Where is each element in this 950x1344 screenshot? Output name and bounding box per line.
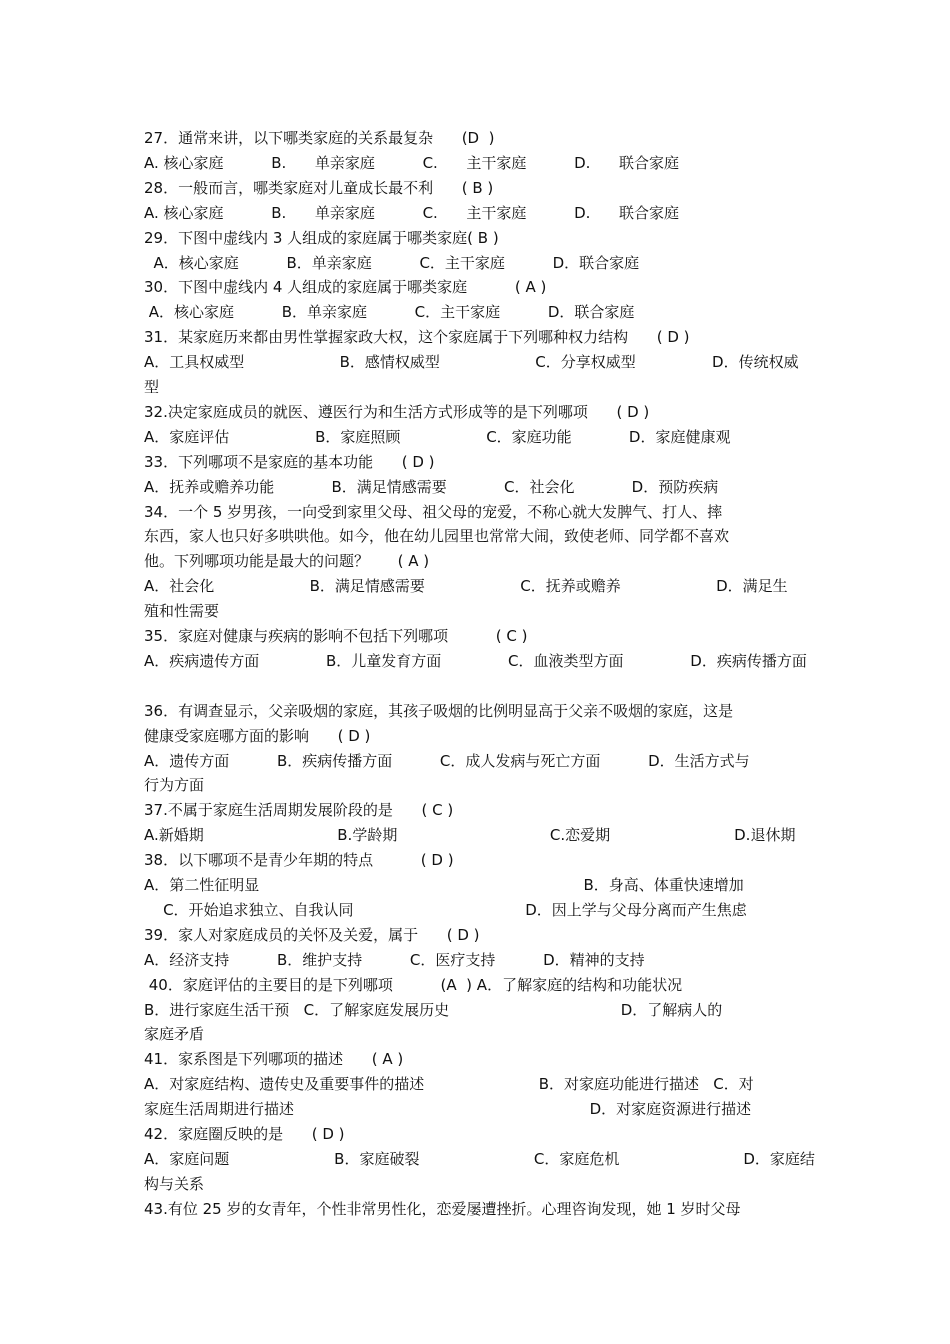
text-line: 构与关系 bbox=[144, 1175, 205, 1193]
text-line: A. 核心家庭 B. 单亲家庭 C. 主干家庭 D. 联合家庭 bbox=[144, 204, 680, 222]
text-line: A．社会化 B．满足情感需要 C．抚养或赡养 D．满足生 bbox=[144, 577, 788, 595]
text-line: 33．下列哪项不是家庭的基本功能 ( D ) bbox=[144, 453, 435, 471]
text-line: A．经济支持 B．维护支持 C．医疗支持 D．精神的支持 bbox=[144, 951, 645, 969]
text-line: 家庭矛盾 bbox=[144, 1025, 205, 1043]
text-line: A．疾病遗传方面 B．儿童发育方面 C．血液类型方面 D．疾病传播方面 bbox=[144, 652, 807, 670]
text-line: 29．下图中虚线内 3 人组成的家庭属于哪类家庭( B ) bbox=[144, 229, 499, 247]
text-line: 38．以下哪项不是青少年期的特点 ( D ) bbox=[144, 851, 454, 869]
text-line: 他。下列哪项功能是最大的问题？ ( A ) bbox=[144, 552, 430, 570]
text-line: A．抚养或赡养功能 B．满足情感需要 C．社会化 D．预防疾病 bbox=[144, 478, 719, 496]
text-line: 殖和性需要 bbox=[144, 602, 220, 620]
text-line: 37.不属于家庭生活周期发展阶段的是 ( C ) bbox=[144, 801, 454, 819]
text-line: 东西，家人也只好多哄哄他。如今，他在幼儿园里也常常大闹，致使老师、同学都不喜欢 bbox=[144, 527, 730, 545]
text-line: A．家庭评估 B．家庭照顾 C．家庭功能 D．家庭健康观 bbox=[144, 428, 731, 446]
text-line: 39．家人对家庭成员的关怀及关爱，属于 ( D ) bbox=[144, 926, 480, 944]
text-line: 35．家庭对健康与疾病的影响不包括下列哪项 ( C ) bbox=[144, 627, 528, 645]
text-line: 34．一个 5 岁男孩，一向受到家里父母、祖父母的宠爱，不称心就大发脾气、打人、摔 bbox=[144, 503, 723, 521]
text-line: A．遗传方面 B．疾病传播方面 C．成人发病与死亡方面 D．生活方式与 bbox=[144, 752, 750, 770]
text-line: 30．下图中虚线内 4 人组成的家庭属于哪类家庭 ( A ) bbox=[144, 278, 547, 296]
text-line: 31．某家庭历来都由男性掌握家政大权，这个家庭属于下列哪种权力结构 ( D ) bbox=[144, 328, 690, 346]
text-line: A. 核心家庭 B. 单亲家庭 C. 主干家庭 D. 联合家庭 bbox=[144, 154, 680, 172]
text-line: 41．家系图是下列哪项的描述 ( A ) bbox=[144, 1050, 404, 1068]
text-line: 行为方面 bbox=[144, 776, 205, 794]
text-line: 27．通常来讲，以下哪类家庭的关系最复杂 (D ) bbox=[144, 129, 495, 147]
text-line: 32.决定家庭成员的就医、遵医行为和生活方式形成等的是下列哪项 ( D ) bbox=[144, 403, 650, 421]
text-line: A．家庭问题 B．家庭破裂 C．家庭危机 D．家庭结 bbox=[144, 1150, 815, 1168]
text-line: A．第二性征明显 B．身高、体重快速增加 bbox=[144, 876, 744, 894]
text-line: C．开始追求独立、自我认同 D．因上学与父母分离而产生焦虑 bbox=[144, 901, 747, 919]
text-line: A．工具权威型 B．感情权威型 C．分享权威型 D．传统权威 bbox=[144, 353, 799, 371]
text-line: A．对家庭结构、遗传史及重要事件的描述 B．对家庭功能进行描述 C．对 bbox=[144, 1075, 754, 1093]
text-line: 36．有调查显示，父亲吸烟的家庭，其孩子吸烟的比例明显高于父亲不吸烟的家庭，这是 bbox=[144, 702, 734, 720]
text-line: A.新婚期 B.学龄期 C.恋爱期 D.退休期 bbox=[144, 826, 796, 844]
text-line: 40．家庭评估的主要目的是下列哪项 (A ) A．了解家庭的结构和功能状况 bbox=[144, 976, 683, 994]
text-line: 健康受家庭哪方面的影响 ( D ) bbox=[144, 727, 371, 745]
text-line: 28．一般而言，哪类家庭对儿童成长最不利 ( B ) bbox=[144, 179, 494, 197]
text-line: A．核心家庭 B．单亲家庭 C．主干家庭 D．联合家庭 bbox=[144, 303, 635, 321]
text-line: B．进行家庭生活干预 C．了解家庭发展历史 D．了解病人的 bbox=[144, 1001, 723, 1019]
text-line: 家庭生活周期进行描述 D．对家庭资源进行描述 bbox=[144, 1100, 752, 1118]
text-line: A．核心家庭 B．单亲家庭 C．主干家庭 D．联合家庭 bbox=[144, 254, 640, 272]
text-line: 型 bbox=[144, 378, 160, 396]
text-line: 42．家庭圈反映的是 ( D ) bbox=[144, 1125, 345, 1143]
text-line: 43.有位 25 岁的女青年，个性非常男性化，恋爱屡遭挫折。心理咨询发现，她 1 岁时父母 bbox=[144, 1200, 741, 1218]
